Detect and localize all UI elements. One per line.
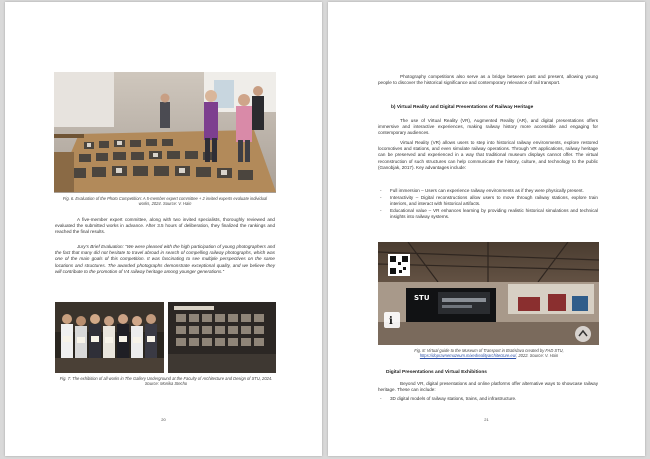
list-item: - Interactivity – Digital reconstructions allow users to move through railway stations, explore train interiors, and interact with historical artifacts. xyxy=(378,195,598,207)
gallery-exhibition-image xyxy=(168,302,276,373)
page-number-left: 20 xyxy=(161,417,166,422)
committee-paragraph: A five-member expert committee, along with two invited specialists, thoroughly reviewed and evaluated the submitted works in advance. After 3.5 hours of deliberation, they finalized the rankings and reached the final results. xyxy=(55,217,275,235)
vr-intro-paragraph: The use of Virtual Reality (VR), Augmented Reality (AR), and digital presentations offers immersive and interactive experiences, making railway history more accessible and engaging for contemporary audiences. xyxy=(378,118,598,136)
figure-8-caption xyxy=(380,348,598,358)
museum-guide-link[interactable]: https://dopravnemuzeum.mixedrealityarchitecture.eu/ xyxy=(419,353,517,358)
figure-8-caption-source: , 2022. Source: V. Hain xyxy=(516,353,559,358)
advantages-list xyxy=(378,188,598,221)
figure-7-photo-group xyxy=(55,302,164,373)
digital-presentations-heading: Digital Presentations and Virtual Exhibitions xyxy=(386,370,487,375)
page-number-right: 21 xyxy=(484,417,489,422)
figure-8-caption-text: Fig. 8: Virtual guide to the Museum of Transport in Bratislava created by FAD STU, xyxy=(414,348,564,353)
jury-evaluation-paragraph: Jury’s Brief Evaluation: “We were pleased with the high participation of young photographers and the fact that many did not hesitate to travel abroad in search of compelling railway photographs, which was one of the main goals of this competition. It was fascinating to see multiple perspectives on the same locations and structures. The awarded photographs demonstrate exceptional quality, and we believe they will contribute to the promotion of V4 railway heritage among younger generations.” xyxy=(55,244,275,274)
svg-text:i: i xyxy=(389,316,393,327)
digital-items-list xyxy=(378,396,598,403)
left-page xyxy=(5,2,322,456)
figure-6-photo xyxy=(54,72,276,193)
figure-8-photo xyxy=(378,242,599,345)
list-item: - Full immersion – Users can experience railway environments as if they were physically present. xyxy=(378,188,598,194)
virtual-museum-image xyxy=(378,242,599,345)
vr-description-paragraph: Virtual Reality (VR) allows users to step into historical railway environments, explore restored locomotives and stations, and even simulate railway operations. Through VR applications, railway heritage can be preserved and experienced in a way that traditional museum displays cannot offer. The virtual reconstruction of such structures can help communicate the history, culture, and technology to the public (Ganobjak, 2017). Key advantages include: xyxy=(378,140,598,170)
figure-6-caption: Fig. 6. Evaluation of the Photo Competition: A 5-member expert committee + 2 invited experts evaluate individual works, 2024. Source: V. Hain xyxy=(62,196,268,206)
figure-7-caption: Fig. 7: The exhibition of all works in The Gallery Underground at the Faculty of Architecture and Design of STU, 2024. Source: Monika Stecho xyxy=(59,376,273,386)
intro-paragraph: Photography competitions also serve as a bridge between past and present, allowing young people to discover the historical significance and contemporary relevance of rail transport. xyxy=(378,74,598,86)
award-winners-image xyxy=(55,302,164,373)
digital-presentations-paragraph: Beyond VR, digital presentations and online platforms offer alternative ways to showcase railway heritage. These can include: xyxy=(378,381,598,393)
list-item: - Educational value – VR enhances learning by providing realistic historical simulations and technical insights into railway systems. xyxy=(378,208,598,220)
evaluation-room-image xyxy=(54,72,276,193)
figure-7-photo-gallery xyxy=(168,302,276,373)
list-item: - 3D digital models of railway stations, trains, and infrastructure. xyxy=(378,396,598,402)
right-page xyxy=(328,2,645,456)
museum-sign-text: STU xyxy=(414,294,430,302)
section-b-heading: b) Virtual Reality and Digital Presentations of Railway Heritage xyxy=(391,105,534,110)
